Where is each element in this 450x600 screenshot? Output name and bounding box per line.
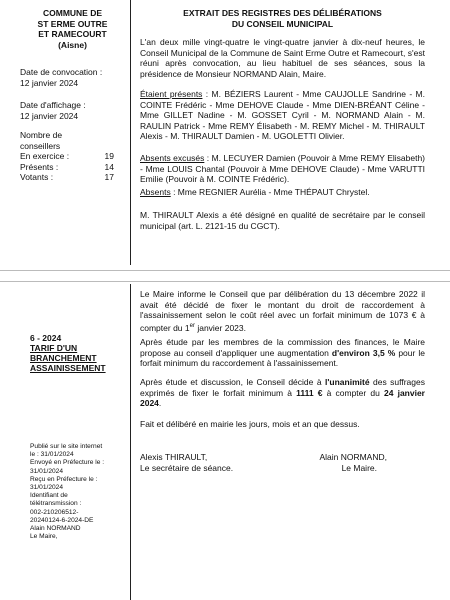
votants-label: Votants :: [20, 172, 54, 182]
en-exercice-row: [20, 151, 125, 162]
commune-line-2: ST ERME OUTRE: [37, 18, 108, 29]
secretaire-paragraph: M. THIRAULT Alexis a été désigné en qualité de secrétaire par le conseil municipal (art. L. 2121-15 du CGCT).: [140, 210, 425, 231]
date-affichage-block: [20, 100, 125, 121]
publication-info: [30, 443, 125, 541]
conseillers-count-block: [20, 130, 125, 183]
title-line-2: DU CONSEIL MUNICIPAL: [231, 18, 334, 29]
section-divider-2: [0, 281, 450, 282]
deliberation-title-line-3: ASSAINISSEMENT: [30, 363, 106, 373]
title-line-1: EXTRAIT DES REGISTRES DES DÉLIBÉRATIONS: [183, 8, 382, 18]
nombre-label-2: conseillers: [20, 140, 61, 151]
deliberation-title-line-1: TARIF D'UN: [30, 343, 78, 353]
para1-text-end: janvier 2023.: [194, 322, 247, 333]
pub-line-5: Reçu en Préfecture le :: [30, 475, 98, 483]
absents-list: : Mme REGNIER Aurélia - Mme THÉPAUT Chrystel.: [170, 187, 370, 197]
deliberation-para-2: [140, 337, 425, 369]
pub-line-1: Publié sur le site internet: [30, 443, 103, 450]
presents-heading: Étaient présents: [140, 89, 203, 99]
para3-text-c: à compter du: [322, 387, 384, 398]
para3-amount: 1111 €: [296, 387, 323, 398]
pub-line-6: 31/01/2024: [30, 484, 64, 492]
presents-paragraph: [140, 89, 425, 142]
en-exercice-value: 19: [104, 151, 114, 161]
pub-line-10: 20240124-6-2024-DE: [30, 516, 94, 524]
pub-line-9: 002-210206512-: [30, 508, 79, 516]
para3-text-a: Après étude et discussion, le Conseil décide à: [140, 377, 326, 387]
pub-line-12: Le Maire,: [30, 533, 58, 541]
maire-role: Le Maire.: [341, 463, 377, 473]
date-convocation-block: [20, 67, 125, 88]
pub-line-11: Alain NORMAND: [30, 525, 81, 533]
para3-date: 24 janvier 2024: [140, 387, 425, 409]
column-divider-top: [130, 0, 131, 265]
para3-text-d: .: [158, 398, 162, 409]
excuses-paragraph: [140, 153, 425, 185]
date-affichage-label: Date d'affichage :: [20, 100, 86, 110]
para2-bold: d'environ 3,5 %: [331, 347, 396, 358]
deliberation-para-3: [140, 377, 425, 409]
excuses-list: : M. LECUYER Damien (Pouvoir à Mme REMY Elisabeth) - Mme LOUIS Chantal (Pouvoir à Mme DEHOVE Claude) - Mme VARUTTI Emilie (Pouvoir à M. COINTE Frédéric).: [140, 153, 425, 185]
pub-line-8: télétransmission :: [30, 500, 82, 508]
secretaire-name: Alexis THIRAULT,: [140, 452, 208, 462]
commune-header: [20, 8, 125, 50]
para3-text-b: des suffrages exprimés de fixer le forfait minimum à: [140, 377, 425, 398]
para3-unanimite: l'unanimité: [325, 377, 370, 387]
deliberation-para-1: [140, 289, 425, 333]
para2-text-end: pour le forfait minimum du raccordement à l'assainissement.: [140, 347, 425, 369]
intro-paragraph: L'an deux mille vingt-quatre le vingt-quatre janvier à dix-neuf heures, le Conseil Municipal de la Commune de Saint Erme Outre et Ramecourt, s'est réuni après convocation, au lieu habituel de ses séances, sous la présidence de Monsieur NORMAND Alain, Maire.: [140, 37, 425, 79]
document-title: [140, 8, 425, 29]
votants-value: 17: [104, 172, 114, 182]
deliberation-number: 6 - 2024: [30, 333, 62, 343]
pub-line-7: Identifiant de: [30, 492, 68, 500]
commune-line-4: (Aisne): [58, 39, 87, 50]
maire-name: Alain NORMAND,: [319, 452, 387, 462]
deliberation-heading: [30, 333, 125, 373]
date-convocation-label: Date de convocation :: [20, 67, 103, 77]
pub-line-4: 31/01/2024: [30, 467, 64, 475]
absents-paragraph: [140, 187, 425, 198]
nombre-label-1: Nombre de: [20, 130, 63, 140]
en-exercice-label: En exercice :: [20, 151, 70, 161]
absents-heading: Absents: [140, 187, 171, 197]
column-divider-bottom: [130, 284, 131, 600]
deliberation-title-line-2: BRANCHEMENT: [30, 353, 97, 363]
section-divider-1: [0, 270, 450, 271]
date-affichage-value: 12 janvier 2024: [20, 110, 79, 121]
commune-line-1: COMMUNE DE: [42, 8, 103, 18]
presents-value: 14: [104, 161, 114, 172]
pub-line-2: le : 31/01/2024: [30, 451, 74, 459]
deliberation-para-4: Fait et délibéré en mairie les jours, mois et an que dessus.: [140, 419, 360, 429]
presents-row: [20, 162, 125, 173]
signature-names-row: [140, 452, 425, 463]
para1-text: Le Maire informe le Conseil que par délibération du 13 décembre 2022 il avait été décidé de fixer le montant du droit de raccordement à l'assainissement selon le coût réel avec un forfait minimum de 1073 € à compter du 1: [140, 289, 425, 333]
signature-roles-row: [140, 463, 425, 474]
presents-list: : M. BÉZIERS Laurent - Mme CAUJOLLE Sandrine - M. COINTE Frédéric - Mme DEHOVE Claude - Mme DIEN-BRÉANT Céline - Mme GILLET Nadine - M. GOSSET Cyril - M. NORMAND Alain - M. RAULIN Patrick - Mme REMY Élisabeth - M. REMY Michel - M. THIRAULT Alexis - M. THIRAULT Damien - M. UGOLETTI Olivier.: [140, 89, 425, 142]
para1-sup: er: [189, 322, 195, 329]
pub-line-3: Envoyé en Préfecture le :: [30, 459, 105, 467]
votants-row: [20, 172, 125, 183]
date-convocation-value: 12 janvier 2024: [20, 77, 79, 88]
presents-label: Présents :: [20, 161, 59, 172]
commune-line-3: ET RAMECOURT: [38, 29, 107, 39]
excuses-heading: Absents excusés: [140, 153, 205, 163]
secretaire-role: Le secrétaire de séance.: [140, 463, 234, 473]
para2-text: Après étude par les membres de la commission des finances, le Maire propose au conseil d'appliquer une augmentation: [140, 337, 425, 358]
